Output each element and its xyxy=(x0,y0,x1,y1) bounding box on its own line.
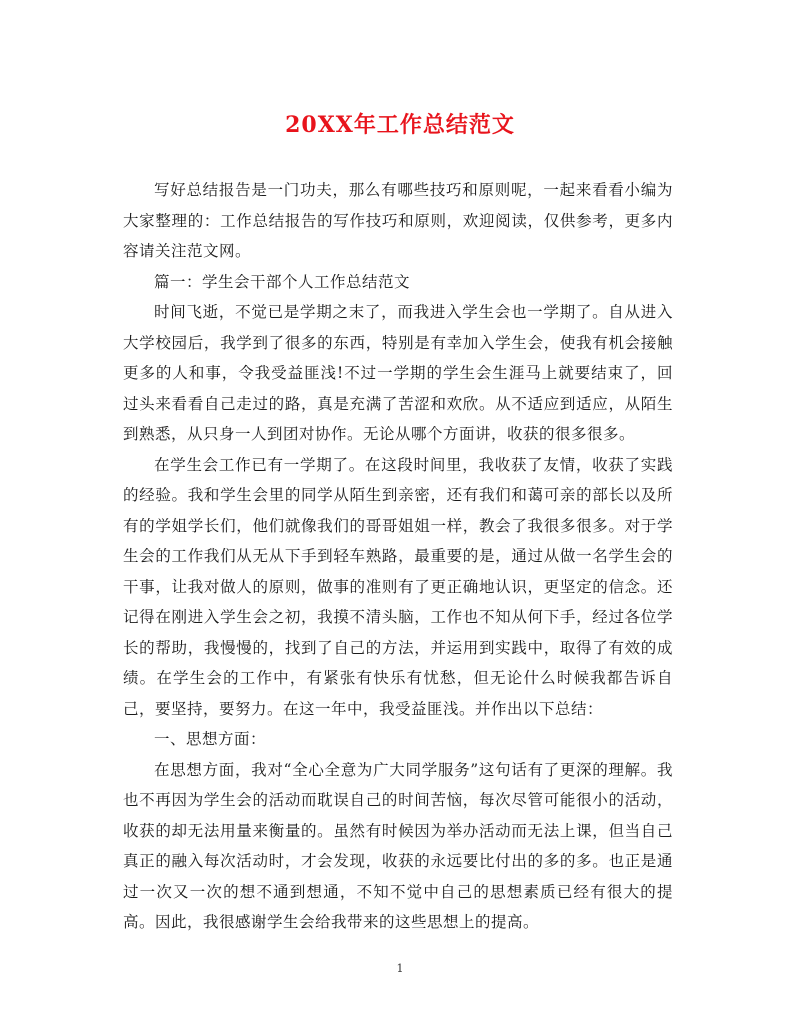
body-paragraph: 在思想方面，我对“全心全意为广大同学服务”这句话有了更深的理解。我也不再因为学生会的活动而耽误自己的时间苦恼，每次尽管可能很小的活动，收获的却无法用量来衡量的。虽然有时候因为举办活动而无法上课，但当自己真正的融入每次活动时，才会发现，收获的永远要比付出的多的多。也正是通过一次又一次的想不通到想通，不知不觉中自己的思想素质已经有很大的提高。因此，我很感谢学生会给我带来的这些思想上的提高。 xyxy=(123,760,673,931)
section-heading-part-one: 篇一：学生会干部个人工作总结范文 xyxy=(154,272,411,291)
section-heading-thought: 一、思想方面： xyxy=(154,730,267,748)
document-body xyxy=(123,175,673,938)
body-paragraph: 在学生会工作已有一学期了。在这段时间里，我收获了友情，收获了实践的经验。我和学生会里的同学从陌生到亲密，还有我们和蔼可亲的部长以及所有的学姐学长们，他们就像我们的哥哥姐姐一样，教会了我很多很多。对于学生会的工作我们从无从下手到轻车熟路，最重要的是，通过从做一名学生会的干事，让我对做人的原则，做事的准则有了更正确地认识，更坚定的信念。还记得在刚进入学生会之初，我摸不清头脑，工作也不知从何下手，经过各位学长的帮助，我慢慢的，找到了自己的方法，并运用到实践中，取得了有效的成绩。在学生会的工作中，有紧张有快乐有忧愁，但无论什么时候我都告诉自己，要坚持，要努力。在这一年中，我受益匪浅。并作出以下总结： xyxy=(123,455,673,718)
document-title: 20XX年工作总结范文 xyxy=(285,112,515,138)
intro-paragraph: 写好总结报告是一门功夫，那么有哪些技巧和原则呢，一起来看看小编为大家整理的：工作总结报告的写作技巧和原则，欢迎阅读，仅供参考，更多内容请关注范文网。 xyxy=(123,181,673,260)
page-number: 1 xyxy=(396,962,404,975)
body-paragraph: 时间飞逝，不觉已是学期之末了，而我进入学生会也一学期了。自从进入大学校园后，我学到了很多的东西，特别是有幸加入学生会，使我有机会接触更多的人和事，令我受益匪浅!不过一学期的学生会生涯马上就要结束了，回过头来看看自己走过的路，真是充满了苦涩和欢欣。从不适应到适应，从陌生到熟悉，从只身一人到团对协作。无论从哪个方面讲，收获的很多很多。 xyxy=(123,303,673,443)
